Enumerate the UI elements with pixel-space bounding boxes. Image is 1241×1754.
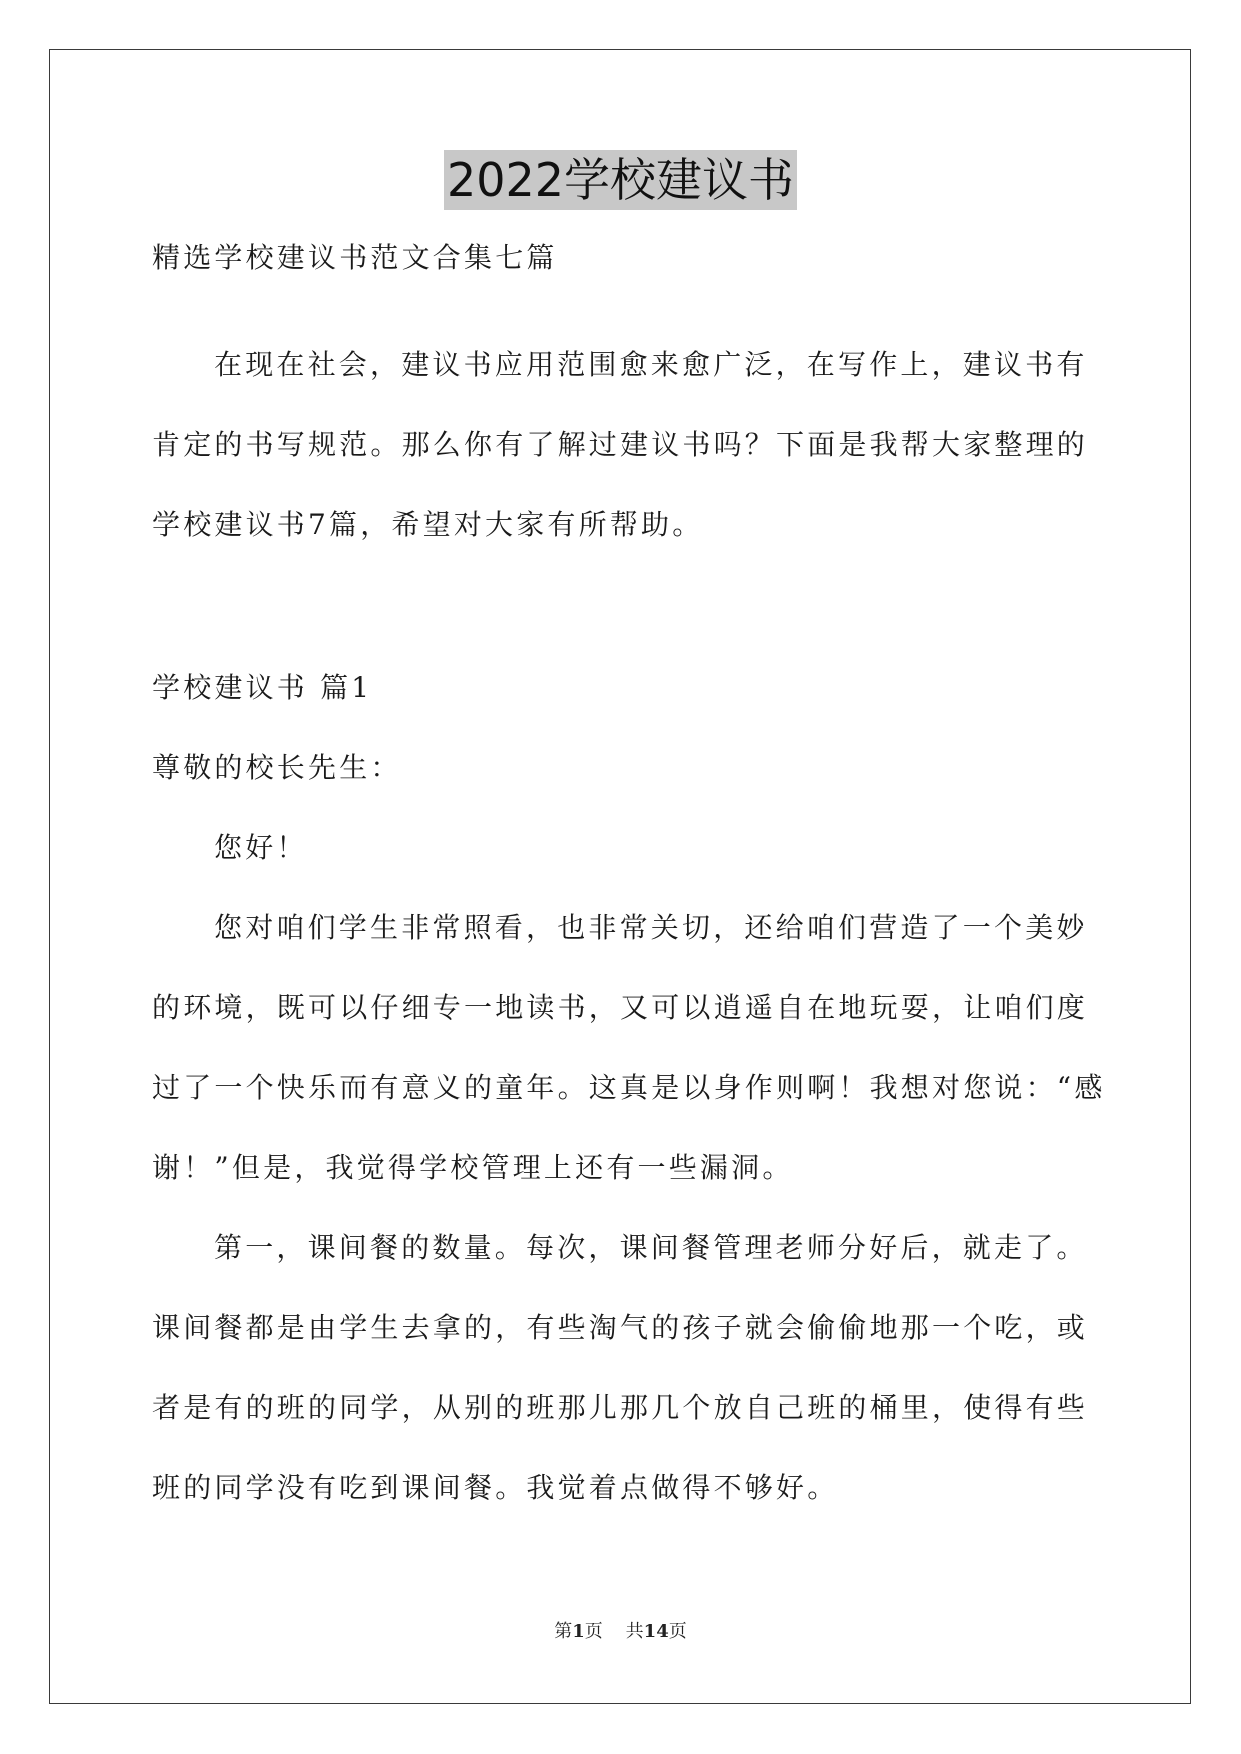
paragraph-line: 的环境，既可以仔细专一地读书，又可以逍遥自在地玩耍，让咱们度 — [152, 991, 1089, 1024]
paragraph-line: 班的同学没有吃到课间餐。我觉着点做得不够好。 — [152, 1471, 839, 1504]
intro-line: 肯定的书写规范。那么你有了解过建议书吗？下面是我帮大家整理的 — [152, 428, 1089, 461]
paragraph-line: 者是有的班的同学，从别的班那儿那几个放自己班的桶里，使得有些 — [152, 1391, 1089, 1424]
current-page-number: 1 — [572, 1621, 585, 1642]
footer-suffix: 页 — [668, 1621, 687, 1642]
footer-prefix: 第 — [554, 1621, 573, 1642]
paragraph-line: 谢！”但是，我觉得学校管理上还有一些漏洞。 — [152, 1151, 794, 1184]
greeting: 您好！ — [214, 831, 308, 864]
document-title: 2022学校建议书 — [444, 150, 797, 210]
paragraph-line: 第一，课间餐的数量。每次，课间餐管理老师分好后，就走了。 — [214, 1231, 1088, 1264]
footer-mid: 页 共 — [584, 1621, 644, 1642]
intro-line: 学校建议书7篇，希望对大家有所帮助。 — [152, 508, 704, 541]
section-heading: 学校建议书 篇1 — [152, 671, 373, 704]
paragraph-line: 您对咱们学生非常照看，也非常关切，还给咱们营造了一个美妙 — [214, 911, 1088, 944]
page-border — [49, 49, 1191, 1704]
intro-line: 在现在社会，建议书应用范围愈来愈广泛，在写作上，建议书有 — [214, 348, 1088, 381]
total-page-number: 14 — [643, 1621, 669, 1642]
subtitle: 精选学校建议书范文合集七篇 — [152, 241, 558, 274]
page-footer — [0, 1620, 1241, 1644]
salutation: 尊敬的校长先生： — [152, 751, 402, 784]
paragraph-line: 课间餐都是由学生去拿的，有些淘气的孩子就会偷偷地那一个吃，或 — [152, 1311, 1089, 1344]
title-container — [0, 150, 1241, 210]
paragraph-line: 过了一个快乐而有意义的童年。这真是以身作则啊！我想对您说：“感 — [152, 1071, 1106, 1104]
